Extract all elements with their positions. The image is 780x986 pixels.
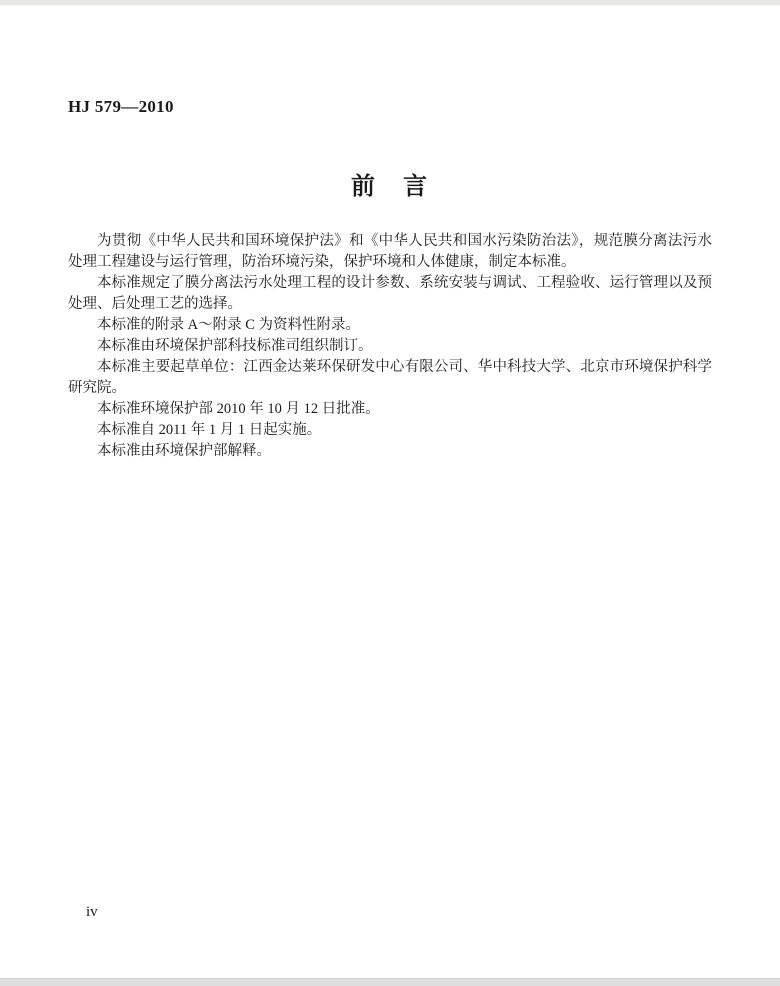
paragraph: 本标准自 2011 年 1 月 1 日起实施。 bbox=[97, 422, 322, 438]
scan-edge-bottom bbox=[0, 978, 780, 986]
paragraph: 为贯彻《中华人民共和国环境保护法》和《中华人民共和国水污染防治法》，规范膜分离法污水处理工程建设与运行管理，防治环境污染，保护环境和人体健康，制定本标准。 bbox=[68, 233, 712, 270]
paragraph: 本标准主要起草单位：江西金达莱环保研发中心有限公司、华中科技大学、北京市环境保护科学研究院。 bbox=[68, 359, 712, 396]
paragraph: 本标准环境保护部 2010 年 10 月 12 日批准。 bbox=[97, 401, 380, 417]
paragraph: 本标准由环境保护部科技标准司组织制订。 bbox=[97, 338, 373, 354]
standard-code-header: HJ 579—2010 bbox=[68, 97, 174, 116]
page-number: iv bbox=[86, 904, 98, 920]
page-title: 前 言 bbox=[351, 173, 429, 200]
paragraph: 本标准规定了膜分离法污水处理工程的设计参数、系统安装与调试、工程验收、运行管理以及预处理、后处理工艺的选择。 bbox=[68, 275, 712, 312]
scan-edge-top bbox=[0, 0, 780, 6]
foreword-body bbox=[68, 231, 712, 462]
paragraph: 本标准的附录 A～附录 C 为资料性附录。 bbox=[97, 317, 361, 333]
paragraph: 本标准由环境保护部解释。 bbox=[97, 443, 271, 459]
